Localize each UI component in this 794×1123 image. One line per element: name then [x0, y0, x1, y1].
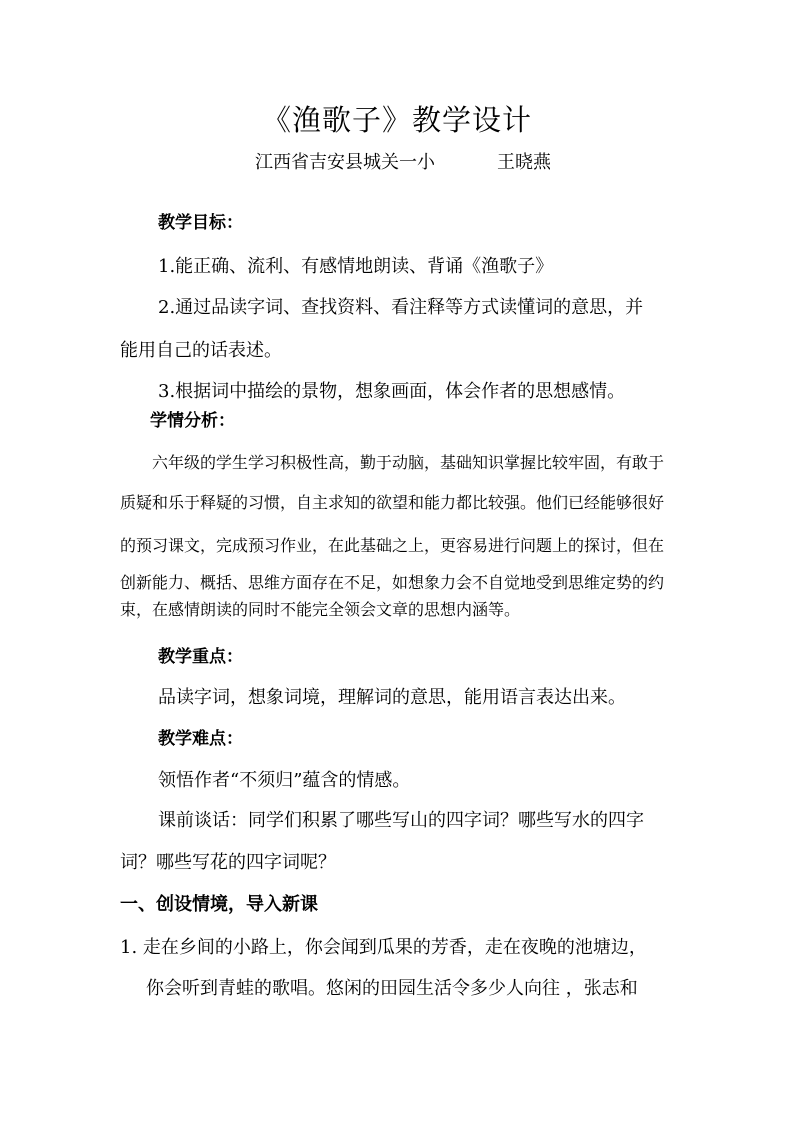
difficulty-heading: 教学难点： [158, 729, 243, 749]
difficulty-text: 领悟作者“不须归”蕴含的情感。 [158, 770, 411, 791]
analysis-line-2: 质疑和乐于释疑的习惯，自主求知的欲望和能力都比较强。他们已经能够很好 [120, 493, 665, 512]
pretalk-line-2: 词？哪些写花的四字词呢？ [120, 852, 336, 873]
author-name: 王晓燕 [497, 152, 551, 173]
step-1-line-1: 1. 走在乡间的小路上，你会闻到瓜果的芳香，走在夜晚的池塘边， [120, 937, 647, 958]
objective-3: 3.根据词中描绘的景物，想象画面，体会作者的思想感情。 [158, 381, 626, 402]
analysis-line-4: 创新能力、概括、思维方面存在不足，如想象力会不自觉地受到思维定势的约 [120, 573, 665, 592]
analysis-line-3: 的预习课文，完成预习作业，在此基础之上，更容易进行问题上的探讨，但在 [120, 536, 665, 555]
objective-2-line-2: 能用自己的话表述。 [120, 340, 282, 361]
step-1-line-2: 你会听到青蛙的歌唱。悠闲的田园生活令多少人向往 ，张志和 [146, 978, 638, 999]
analysis-heading: 学情分析： [150, 411, 235, 431]
objective-1: 1.能正确、流利、有感情地朗读、背诵《渔歌子》 [158, 256, 554, 277]
document-title: 《渔歌子》教学设计 [261, 103, 532, 137]
analysis-line-1: 六年级的学生学习积极性高，勤于动脑，基础知识掌握比较牢固，有敢于 [152, 453, 665, 472]
analysis-line-5: 束，在感情朗读的同时不能完全领会文章的思想内涵等。 [120, 600, 521, 619]
byline [255, 148, 551, 174]
objectives-heading: 教学目标： [158, 213, 243, 233]
keypoint-text: 品读字词，想象词境，理解词的意思，能用语言表达出来。 [158, 687, 626, 708]
objective-2-line-1: 2.通过品读字词、查找资料、看注释等方式读懂词的意思，并 [158, 297, 644, 318]
section-1-heading: 一、创设情境，导入新课 [120, 894, 318, 915]
pretalk-line-1: 课前谈话：同学们积累了哪些写山的四字词？哪些写水的四字 [158, 810, 644, 831]
keypoint-heading: 教学重点： [158, 647, 243, 667]
affiliation: 江西省吉安县城关一小 [255, 152, 435, 173]
